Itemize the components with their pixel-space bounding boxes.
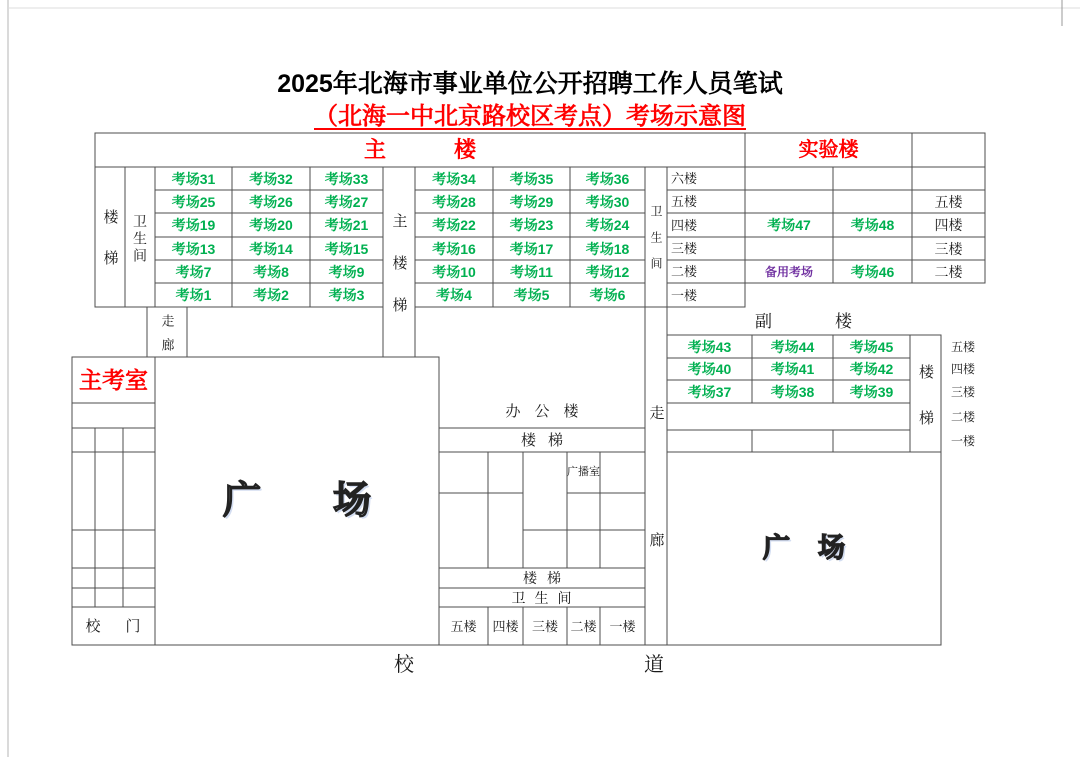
exam-room-cell: 考场18 [585,240,630,257]
floor-label: 一楼 [671,287,698,303]
exam-room-cell: 考场4 [436,287,472,303]
exam-room-cell: 考场20 [249,217,293,233]
exam-room-cell: 考场15 [324,240,369,257]
exam-room-cell: 考场41 [770,361,815,377]
exam-room-cell: 考场29 [509,193,554,210]
exam-room-cell: 考场22 [432,217,476,233]
floor-label: 一楼 [609,618,636,634]
exam-room-cell: 考场9 [328,263,365,280]
school-road-label-left: 校 [394,654,414,676]
exam-room-cell: 考场11 [510,263,553,280]
exam-room-cell: 考场25 [171,193,216,210]
main-stairs-label: 主楼梯 [390,213,408,339]
exam-room-cell: 考场43 [687,338,732,355]
exam-room-cell: 考场12 [585,263,630,280]
stairs-label-office-lower: 楼梯 [523,570,571,586]
floor-label: 三楼 [671,241,698,256]
exam-room-cell: 考场17 [509,240,554,257]
exam-room-cell: 考场6 [589,287,626,303]
exam-room-cell: 考场42 [849,361,894,377]
exam-room-cell: 考场28 [432,193,476,210]
exam-room-cell: 考场19 [171,217,216,233]
chief-exam-room-label: 主考室 [79,366,148,393]
exam-room-cell: 考场31 [171,170,216,187]
exam-room-cell: 考场24 [585,217,630,233]
restroom-label-office: 卫生间 [511,589,581,606]
floor-label: 一楼 [951,434,976,448]
exam-room-cell: 考场48 [850,217,895,233]
floor-label: 二楼 [934,263,963,280]
floor-label: 二楼 [570,618,597,634]
page-title: 2025年北海市事业单位公开招聘工作人员笔试 [277,69,783,98]
exam-room-cell: 考场34 [432,170,476,187]
stairs-label-office-upper: 楼梯 [520,431,575,449]
exam-room-cell: 考场10 [432,263,476,280]
floor-label: 四楼 [934,217,963,233]
exam-room-cell: 考场27 [324,193,369,210]
exam-room-cell: 考场35 [509,170,554,187]
floor-label: 二楼 [951,409,976,424]
exam-room-cell: 考场47 [767,217,811,233]
floor-label: 四楼 [492,618,519,634]
exam-room-cell: 考场5 [513,287,550,303]
floor-label: 二楼 [671,264,698,279]
exam-room-cell: 考场16 [432,240,476,257]
floor-label: 六楼 [671,171,698,186]
stairs-label-left: 楼梯 [101,209,119,291]
exam-room-cell: 考场32 [249,170,293,187]
exam-room-cell: 考场7 [175,263,212,280]
exam-room-cell: 考场44 [770,338,815,355]
school-gate-label: 校门 [85,617,166,635]
exam-room-cell: 考场45 [849,338,894,355]
floor-label: 五楼 [934,193,963,210]
floor-label: 三楼 [951,384,976,399]
restroom-label-left: 卫生间 [132,213,148,265]
exam-room-cell: 考场26 [249,193,293,210]
plaza-label-right: 广场 [763,533,873,563]
annex-building-title: 副楼 [755,311,915,331]
page-subtitle: （北海一中北京路校区考点）考场示意图 [314,103,746,130]
floor-label: 五楼 [951,339,976,354]
exam-room-cell: 考场8 [253,263,289,280]
office-building-label: 办公楼 [505,402,593,420]
school-road-label-right: 道 [644,654,664,676]
floor-label: 三楼 [934,240,963,257]
floor-label: 五楼 [671,194,698,209]
floor-label: 四楼 [951,362,976,376]
exam-room-cell: 考场3 [328,287,365,303]
floor-label: 四楼 [671,217,698,233]
exam-room-cell: 考场21 [324,217,369,233]
main-building-title: 主楼 [363,137,544,162]
floor-label: 五楼 [450,618,477,634]
restroom-label-right: 卫生间 [649,205,663,283]
exam-room-cell: 考场39 [849,383,894,400]
exam-room-cell: 考场14 [249,240,293,257]
broadcast-room-label: 广播室 [567,466,600,479]
lab-building-title: 实验楼 [798,139,859,161]
backup-room-cell: 备用考场 [764,264,813,279]
exam-room-cell: 考场38 [770,383,815,400]
exam-room-cell: 考场13 [171,240,216,257]
exam-room-cell: 考场23 [509,217,554,233]
corridor-label-left: 走廊 [159,314,175,362]
plaza-label-left: 广场 [222,480,443,522]
exam-room-cell: 考场40 [687,361,732,377]
corridor-label-right: 走廊 [647,405,665,659]
exam-room-cell: 考场33 [324,170,369,187]
exam-room-cell: 考场46 [850,263,895,280]
exam-room-cell: 考场30 [585,193,630,210]
stairs-label-annex: 楼梯 [917,363,934,456]
exam-room-cell: 考场2 [253,287,289,303]
floor-label: 三楼 [531,618,558,634]
exam-room-cell: 考场36 [585,170,630,187]
exam-room-cell: 考场1 [175,287,212,303]
exam-room-cell: 考场37 [687,383,732,400]
